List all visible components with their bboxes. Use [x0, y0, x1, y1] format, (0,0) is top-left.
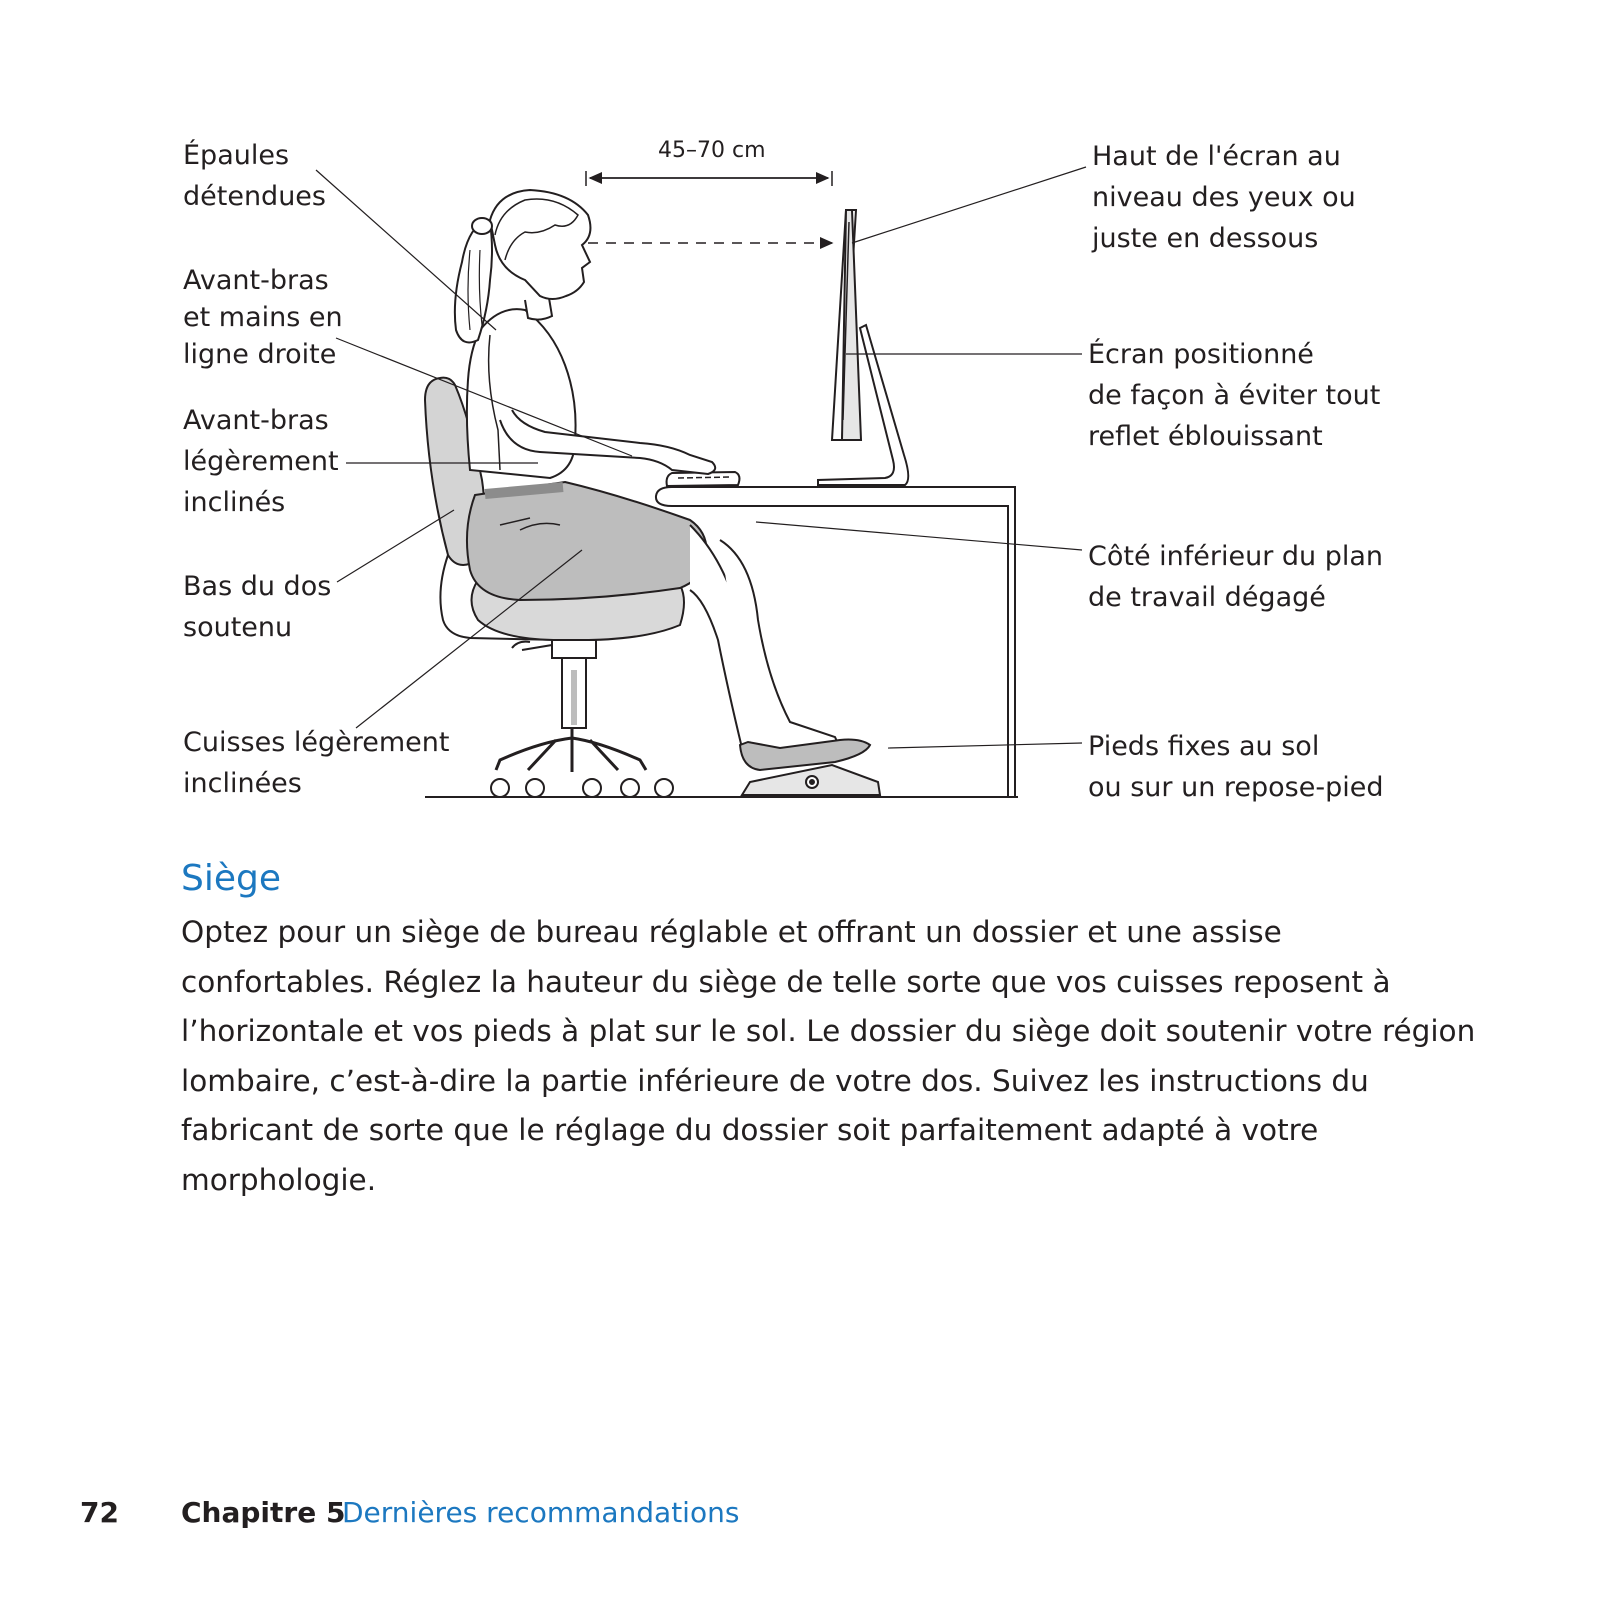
label-line: Haut de l'écran au [1092, 141, 1341, 172]
label-line: Avant-bras [183, 405, 329, 436]
label-line: ou sur un repose-pied [1088, 772, 1384, 803]
monitor [818, 210, 908, 485]
chapter-label: Chapitre 5 [181, 1496, 346, 1529]
label-line: reflet éblouissant [1088, 421, 1323, 452]
label-line: Avant-bras [183, 265, 329, 296]
label-line: Bas du dos [183, 571, 332, 602]
label-line: inclinées [183, 768, 302, 799]
label-line: juste en dessous [1092, 223, 1319, 254]
label-lower-back [183, 566, 331, 648]
label-line: détendues [183, 181, 326, 212]
distance-dimension [586, 171, 832, 243]
label-line: inclinés [183, 487, 286, 518]
section-body: Optez pour un siège de bureau réglable et offrant un dossier et une assise confortables. Réglez la hauteur du siège de telle sorte que vos cuisses reposent à l’horizontale et vos pieds à plat sur le sol. Le dossier du siège doit soutenir votre région lombaire, c’est-à-dire la partie inférieure de votre dos. Suivez les instructions du fabricant de sorte que le réglage du dossier soit parfaitement adapté à votre morphologie. [181, 915, 1476, 1197]
label-line: Écran positionné [1088, 339, 1314, 370]
label-forearms-straight [183, 262, 343, 373]
label-under-desk [1088, 536, 1383, 618]
label-forearms-inclined [183, 400, 339, 523]
label-line: Côté inférieur du plan [1088, 541, 1384, 572]
label-line: soutenu [183, 612, 293, 643]
label-shoulders [183, 135, 326, 217]
label-line: Cuisses légèrement [183, 727, 450, 758]
label-screen-top [1092, 136, 1356, 259]
label-line: Épaules [183, 140, 290, 171]
label-line: de travail dégagé [1088, 582, 1326, 613]
label-line: niveau des yeux ou [1092, 182, 1356, 213]
label-line: Pieds fixes au sol [1088, 731, 1320, 762]
label-line: de façon à éviter tout [1088, 380, 1381, 411]
label-line: ligne droite [183, 339, 337, 370]
chapter-title-link[interactable]: Dernières recommandations [342, 1496, 740, 1529]
label-line: légèrement [183, 446, 339, 477]
page-number: 72 [80, 1496, 119, 1529]
label-screen-glare [1088, 334, 1380, 457]
distance-label: 45–70 cm [658, 138, 766, 163]
label-line: et mains en [183, 302, 343, 333]
label-thighs [183, 722, 449, 804]
section-title: Siège [181, 858, 282, 899]
label-feet [1088, 726, 1383, 808]
